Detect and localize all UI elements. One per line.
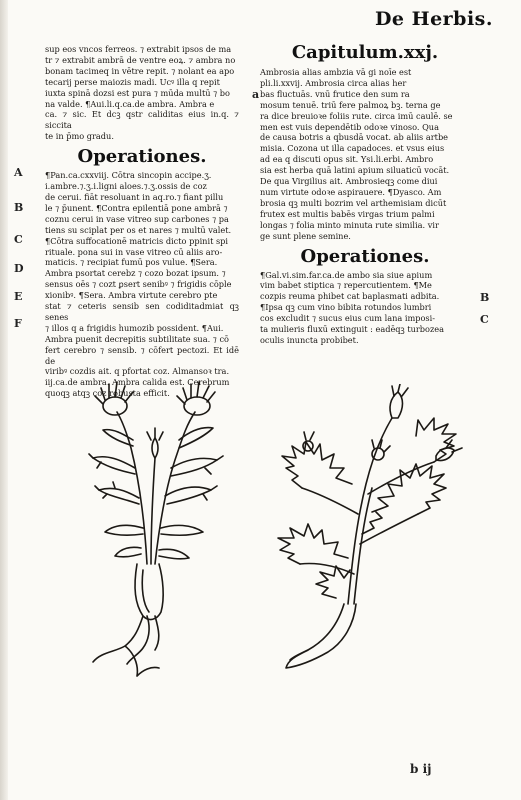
text-line: tecarij perse maiozis madi. Ucꝰ illa q repit	[45, 76, 220, 87]
margin-letter-b: B	[14, 201, 24, 214]
margin-letter-d: D	[14, 262, 24, 275]
text-line: xionibꝰ. ¶Sera. Ambra virtute cerebro pte	[45, 290, 218, 301]
text-line: bas fluctuās. vnū frutice den sum ra	[260, 88, 410, 99]
right-operationes-heading: Operationes.	[300, 245, 430, 267]
text-line: misia. Cozona ut illa capadoces. et vsus eius	[260, 143, 445, 154]
text-line: coznu cerui in vase vitreo sup carbones ⁊ pa	[45, 213, 229, 224]
text-line: rituale. pona sui in vase vitreo cū aliis aro-	[45, 246, 223, 257]
text-line: iij.ca.de ambra. Ambra calida est. Cerebrum	[45, 377, 230, 388]
text-line: men est vuis dependētib odoꝛe vinoso. Qua	[260, 121, 439, 132]
text-line: num virtute odoꝛe aspirauere. ¶Dyasco. Am	[260, 186, 442, 197]
ambra-plant-woodcut	[55, 378, 265, 688]
left-operationes-heading: Operationes.	[77, 146, 207, 168]
text-line: sensus oēs ⁊ cozt ꝑsert senibꝰ ⁊ frigidis cōple	[45, 279, 232, 290]
text-line: oculis inuncta probibet.	[260, 334, 359, 345]
text-line: ad ea q discuti opus sit. Ysi.li.erbi. Ambro	[260, 154, 434, 165]
margin-letter-e: E	[14, 290, 23, 303]
text-line: bonam tacimeq in vētre repit. ⁊ nolant ea apo	[45, 65, 235, 76]
text-line: de causa botris a qbusdā vocat. ab aliis artbe	[260, 132, 449, 143]
text-line: Ambra puenit decrepitis subtilitate sua. ⁊ cō	[45, 333, 229, 344]
text-line: De qua Virgilius ait. Ambrosieqꝫ come diui	[260, 176, 438, 187]
text-line: sia est herba quā latini apium siluaticū vocāt.	[260, 165, 450, 176]
text-line: ¶Gal.vi.sim.far.ca.de ambo sia siue apium	[260, 269, 433, 280]
text-line: ¶Pan.ca.cxxviij. Cōtra sincopin accipe.ʒ.	[45, 170, 212, 181]
text-line: sup eos vncos ferreos. ⁊ extrabit ipsos de ma	[45, 44, 232, 54]
text-line: ¶Ipsa qꝫ cum vino bibita rotundos lumbri	[260, 302, 432, 313]
text-line: maticis. ⁊ recipiat fumū pos vulue. ¶Sera.	[45, 257, 218, 268]
text-line: na valde. ¶Aui.li.q.ca.de ambra. Ambra e	[45, 98, 215, 109]
right-intro-text	[260, 67, 470, 242]
text-line: viribꝰ cozdis ait. q pfortat coz. Almansoꝛ tra.	[45, 366, 230, 377]
margin-letter-right-c: C	[480, 313, 489, 326]
text-line: Ambra psortat cerebz ⁊ cozo bozat ipsum. ⁊	[45, 268, 226, 279]
margin-letter-f: F	[14, 317, 22, 330]
chapter-heading: Capitulum.xxj.	[291, 42, 439, 63]
text-line: longas ⁊ folia minto minuta rute similia. vir	[260, 219, 439, 230]
text-line: ¶Cōtra suffocationē matricis dicto ppinit spi	[45, 235, 229, 246]
text-line: brosia qꝫ multi bozrim vel arthemisiam dicūt	[260, 197, 447, 208]
text-line: cos excludit ⁊ sucus eius cum lana imposi-	[260, 313, 435, 324]
text-line: fert cerebro ⁊ sensib. ⁊ cōfert pectozi. Et idē de	[45, 344, 239, 366]
right-operationes-text	[260, 270, 470, 346]
left-intro-text	[45, 44, 239, 142]
text-line: te in p̄mo gradu.	[45, 131, 114, 142]
text-line: ⁊ illos q a frigidis humozib possident. ¶Aui.	[45, 322, 224, 333]
text-line: ta mulieris fluxū extinguit : eadēqꝫ turbozea	[260, 324, 445, 335]
right-column	[260, 42, 470, 346]
ambrosia-plant-woodcut	[248, 384, 488, 694]
running-head: De Herbis.	[374, 8, 493, 30]
page-gutter	[0, 0, 8, 800]
text-line: quoqꝫ atqꝫ coz robusta efficit.	[45, 388, 170, 399]
text-line: ra dice breuioꝛe foliis rute. circa imū caulē. se	[260, 110, 453, 121]
text-line: Ambrosia alias ambzia vā gi noīe est	[260, 67, 412, 77]
signature-mark: b ij	[410, 762, 432, 776]
text-line: vim babet stiptica ⁊ repercutientem. ¶Me	[260, 280, 432, 291]
text-line: i.ambre.⁊.ʒ.i.ligni aloes.⁊.ʒ.ossis de coz	[45, 181, 207, 192]
text-line: ge sunt plene semine.	[260, 230, 351, 241]
text-line: cozpis reuma phibet cat baplasmati adbita.	[260, 291, 440, 302]
left-column	[45, 44, 239, 399]
text-line: frutex est multis babēs virgas trium palmi	[260, 208, 435, 219]
text-line: pli.li.xxvij. Ambrosia circa alias her	[260, 77, 407, 88]
text-line: mosum tenuē. triū fere palmoꝝ bꝫ. terna ge	[260, 99, 441, 110]
text-line: stat ⁊ ceteris sensib sen codiditadmiat qꝫ senes	[45, 301, 239, 322]
text-line: de cerui. fiāt resoluant in aq.ro.⁊ fiant pillu	[45, 191, 224, 202]
text-line: tr ⁊ extrabit ambrā de ventre eoꝝ. ⁊ ambra no	[45, 54, 236, 65]
margin-letter-right-a: a	[252, 88, 260, 101]
margin-letter-a: A	[14, 166, 23, 179]
margin-letter-c: C	[14, 233, 23, 246]
left-operationes-text	[45, 170, 239, 399]
text-line: tiens su sciplat per os et nares ⁊ multū valet.	[45, 224, 232, 235]
text-line: ca. ⁊ sic. Et dcꝫ qstr caliditas eius in.q. ⁊ siccita	[45, 109, 239, 131]
text-line: le ⁊ p̄unent. ¶Contra epilentiā pone ambrā ⁊	[45, 202, 228, 213]
text-line: iuxta spinā dozsi est pura ⁊ mūda multū ⁊ bo	[45, 87, 230, 98]
margin-letter-right-b: B	[480, 291, 490, 304]
